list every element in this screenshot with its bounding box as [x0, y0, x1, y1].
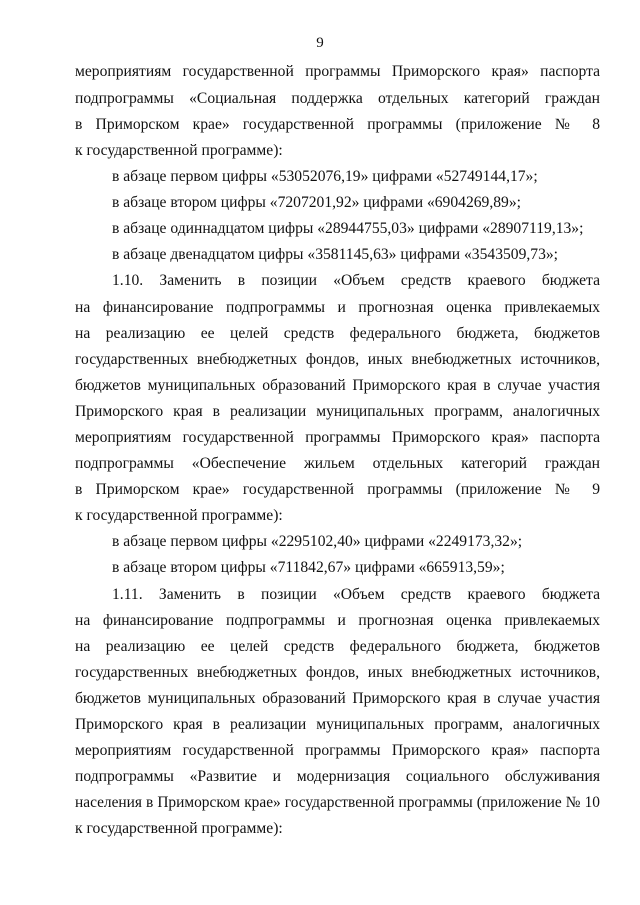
text-line: бюджетов муниципальных образований Приморского края в случае участия	[75, 377, 600, 394]
text-line: в Приморском крае» государственной программы (приложение № 8	[75, 116, 600, 133]
text-line: подпрограммы «Обеспечение жильем отдельных категорий граждан	[75, 455, 600, 472]
text-line: государственных внебюджетных фондов, иных внебюджетных источников,	[75, 664, 600, 681]
text-line: мероприятиям государственной программы Приморского края» паспорта	[75, 429, 600, 446]
text-line: населения в Приморском крае» государственной программы (приложение № 10	[75, 794, 600, 811]
page-number: 9	[316, 35, 324, 51]
text-line: подпрограммы «Социальная поддержка отдельных категорий граждан	[75, 90, 600, 107]
text-line: в Приморском крае» государственной программы (приложение № 9	[75, 481, 600, 498]
text-line: в абзаце втором цифры «711842,67» цифрами «665913,59»;	[112, 559, 505, 576]
text-line: мероприятиям государственной программы Приморского края» паспорта	[75, 742, 600, 759]
text-line: в абзаце двенадцатом цифры «3581145,63» цифрами «3543509,73»;	[112, 246, 558, 263]
text-line: государственных внебюджетных фондов, иных внебюджетных источников,	[75, 351, 600, 368]
text-line: 1.10. Заменить в позиции «Объем средств краевого бюджета	[112, 272, 600, 289]
text-line: бюджетов муниципальных образований Приморского края в случае участия	[75, 690, 600, 707]
text-line: подпрограммы «Развитие и модернизация социального обслуживания	[75, 768, 600, 785]
text-line: в абзаце втором цифры «7207201,92» цифрами «6904269,89»;	[112, 194, 521, 211]
text-line: к государственной программе):	[75, 142, 283, 159]
text-line: к государственной программе):	[75, 507, 283, 524]
text-line: на реализацию ее целей средств федерального бюджета, бюджетов	[75, 325, 600, 342]
text-line: на финансирование подпрограммы и прогнозная оценка привлекаемых	[75, 299, 600, 316]
text-line: 1.11. Заменить в позиции «Объем средств краевого бюджета	[112, 586, 600, 603]
text-line: Приморского края в реализации муниципальных программ, аналогичных	[75, 716, 600, 733]
text-line: в абзаце одиннадцатом цифры «28944755,03» цифрами «28907119,13»;	[112, 220, 584, 237]
text-line: Приморского края в реализации муниципальных программ, аналогичных	[75, 403, 600, 420]
text-line: мероприятиям государственной программы Приморского края» паспорта	[75, 63, 600, 80]
text-line: в абзаце первом цифры «2295102,40» цифрами «2249173,32»;	[112, 533, 523, 550]
text-line: в абзаце первом цифры «53052076,19» цифрами «52749144,17»;	[112, 168, 538, 185]
text-line: на финансирование подпрограммы и прогнозная оценка привлекаемых	[75, 612, 600, 629]
text-line: к государственной программе):	[75, 820, 283, 837]
text-line: на реализацию ее целей средств федерального бюджета, бюджетов	[75, 638, 600, 655]
